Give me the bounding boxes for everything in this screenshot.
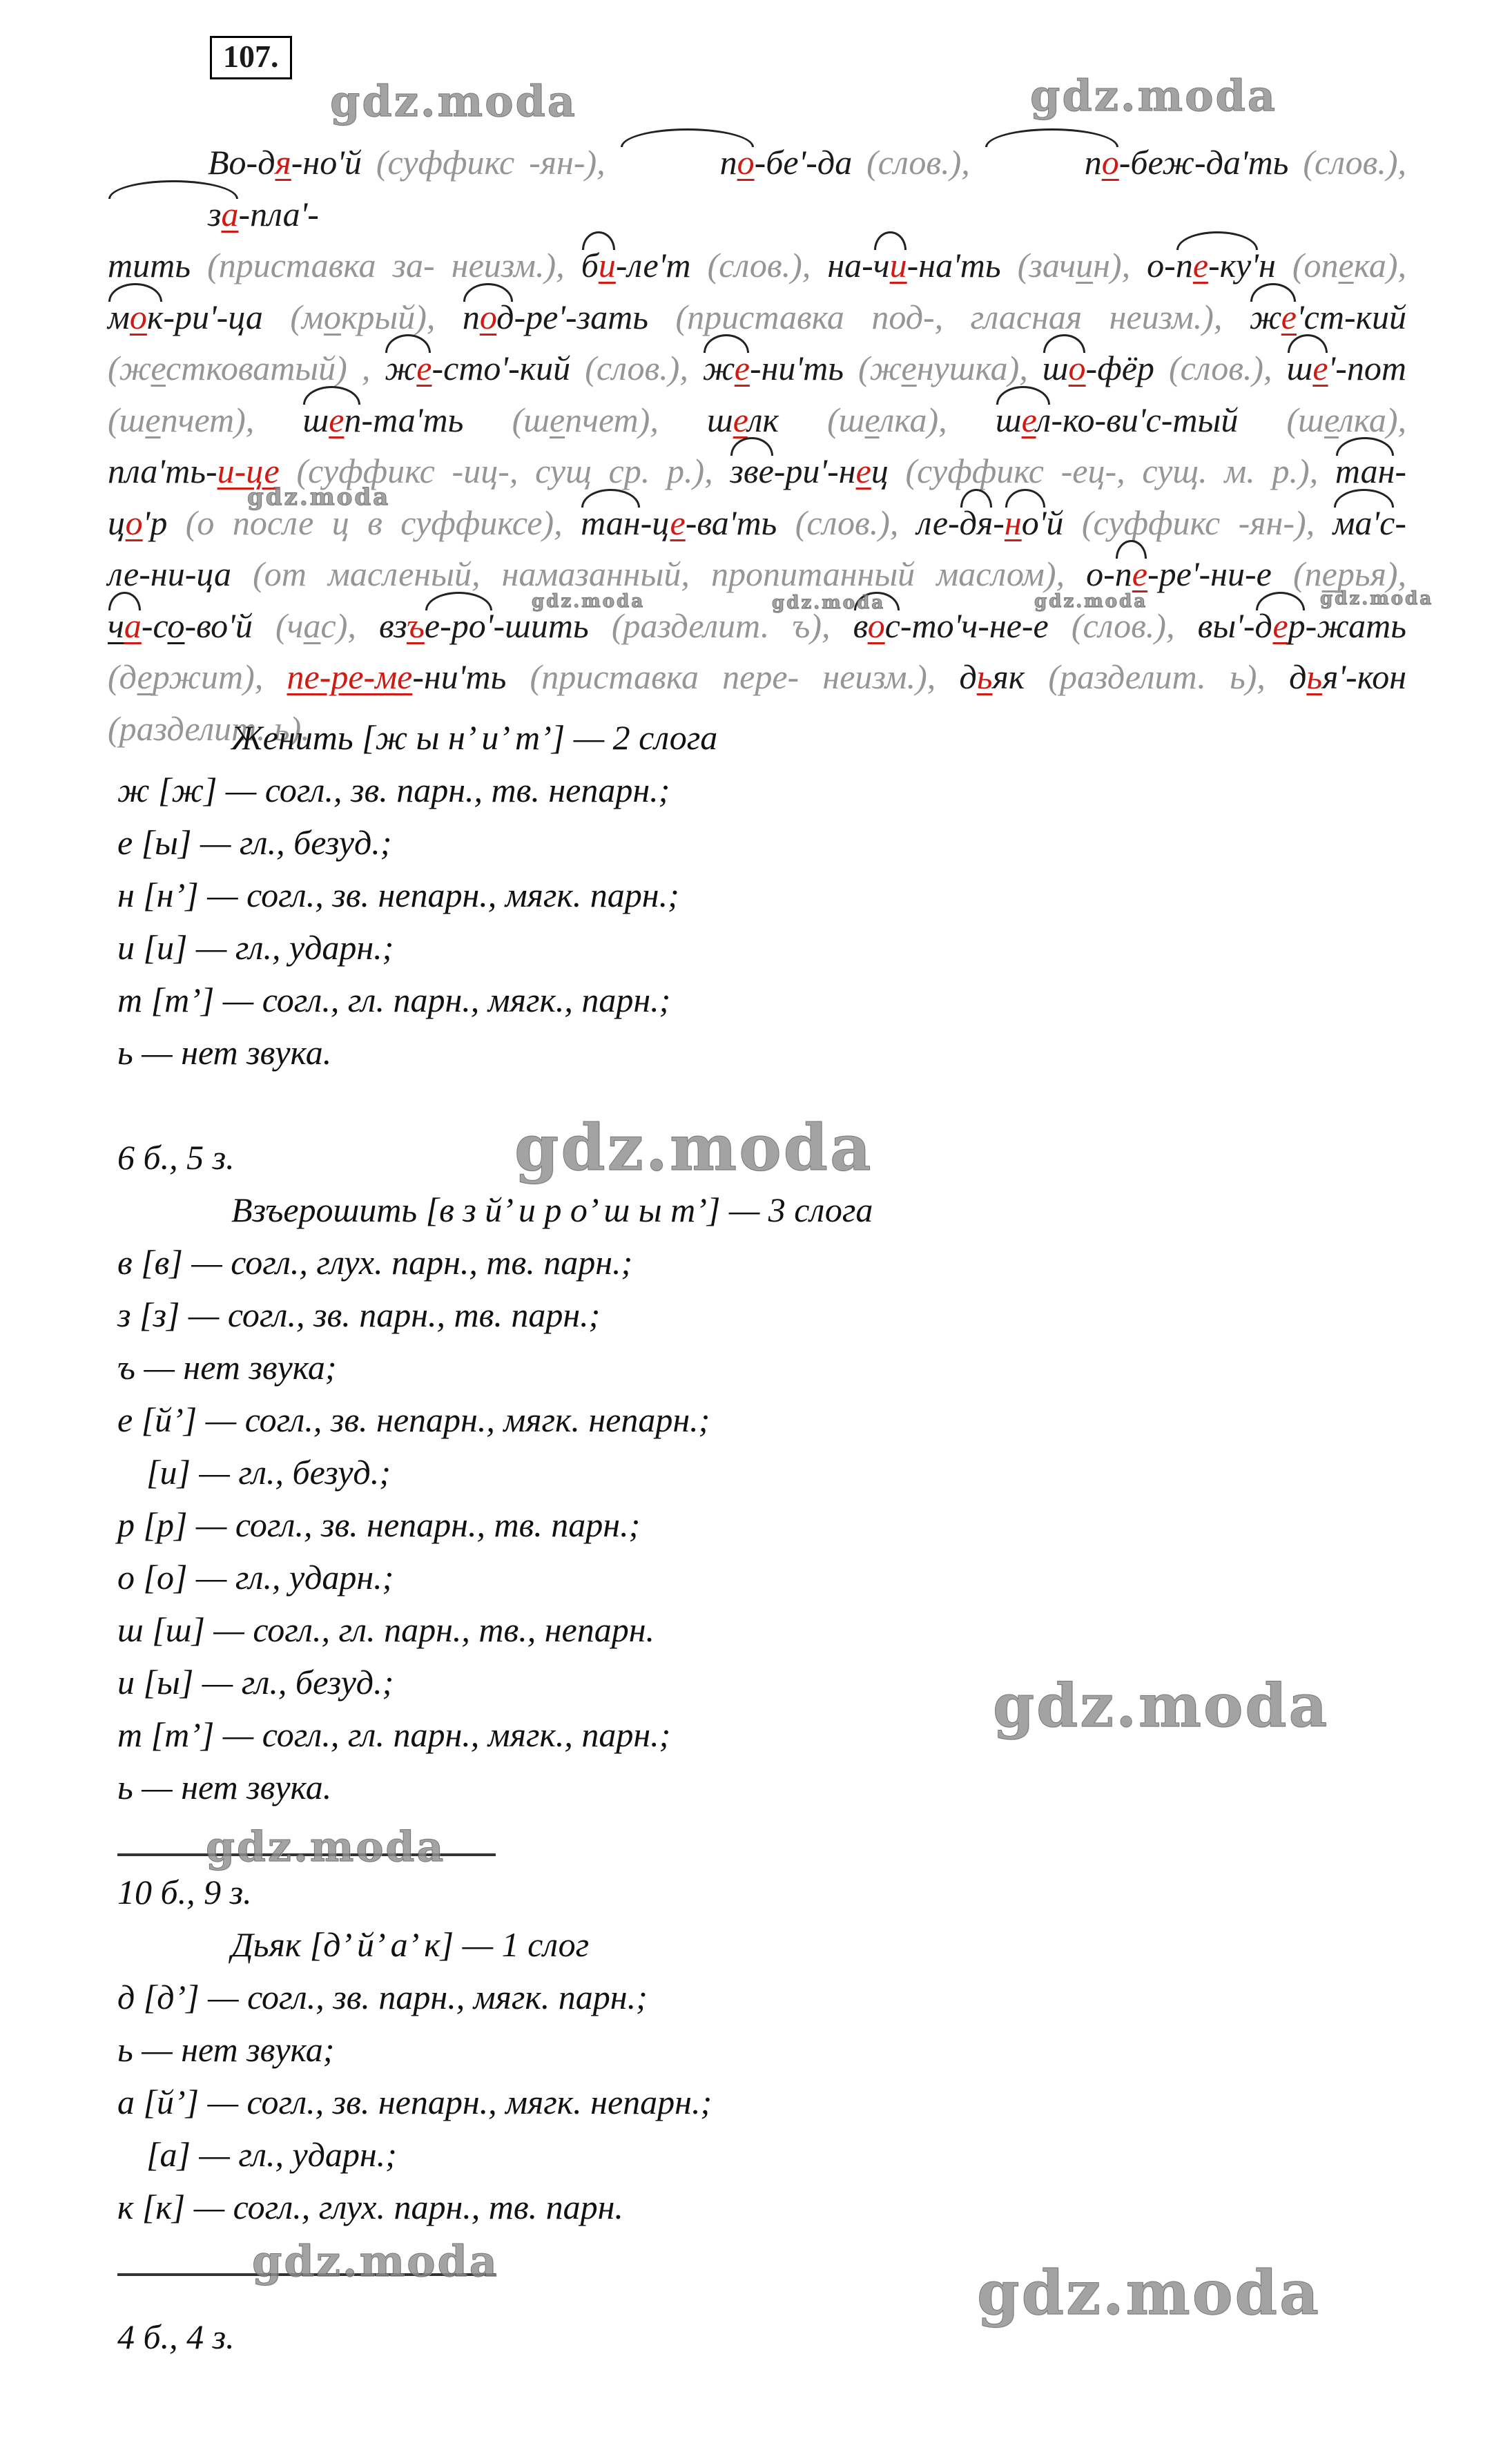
morpheme-arc-group	[108, 189, 239, 240]
watermark: gdz.moda	[1034, 591, 1148, 612]
text-token: -во'й	[184, 606, 276, 645]
text-token: ч	[873, 246, 890, 285]
text-token: п	[1175, 246, 1193, 285]
text-token: е	[1272, 606, 1288, 645]
phonetic-line: р [р] — согл., зв. непарн., тв. парн.;	[117, 1505, 641, 1544]
text-token: (слов.),	[707, 246, 828, 285]
text-token: а	[303, 606, 321, 645]
text-token: в	[853, 606, 868, 645]
text-token: е	[670, 503, 686, 542]
text-token: (суффикс -иц-, сущ ср. р.),	[296, 452, 730, 490]
morpheme-arc-group	[985, 137, 1119, 189]
text-token: (разделит. ъ),	[611, 606, 853, 645]
text-token: -фёр	[1085, 349, 1169, 387]
text-token: -ку'	[1208, 246, 1259, 285]
text-token: о	[125, 503, 143, 542]
text-token: з	[208, 194, 222, 233]
text-token: (п	[1292, 555, 1322, 593]
text-token: ш	[302, 400, 329, 439]
text-token: ш	[1042, 349, 1069, 387]
text-token: 'ст-кий	[1296, 297, 1406, 336]
paragraph-line	[108, 343, 1406, 394]
text-token: ж	[1249, 297, 1281, 336]
text-token: п	[1084, 143, 1102, 182]
text-token: д	[496, 297, 514, 336]
text-token: е	[1132, 555, 1147, 593]
morpheme-arc-group	[581, 240, 616, 291]
morpheme-arc-group	[463, 291, 514, 343]
text-token: е	[1021, 400, 1036, 439]
text-token: тан	[581, 503, 641, 542]
text-token: вз	[379, 606, 407, 645]
text-token: -та'ть	[361, 400, 512, 439]
text-token: п	[1114, 555, 1132, 593]
text-token: нушка),	[916, 349, 1043, 387]
text-token: -жать	[1305, 606, 1407, 645]
text-token: е	[137, 657, 153, 696]
text-token: лк	[747, 400, 828, 439]
text-token: -	[993, 503, 1005, 542]
text-token: ж	[702, 349, 735, 387]
text-token: -ре'-зать	[514, 297, 676, 336]
text-token: вы'-	[1197, 606, 1255, 645]
text-token: я	[275, 143, 291, 182]
text-token: е	[151, 349, 166, 387]
text-token: ч	[108, 606, 124, 645]
text-token: (ш	[512, 400, 550, 439]
text-token: ш	[995, 400, 1022, 439]
text-token: (приставка пере- неизм.),	[530, 657, 960, 696]
word-analysis-paragraph	[108, 137, 1406, 754]
text-token: -ле'т	[615, 246, 708, 285]
text-token: тить	[108, 246, 208, 285]
text-token: -шить	[493, 606, 612, 645]
text-token: ц	[108, 503, 126, 542]
text-token: -ри'-н	[773, 452, 856, 490]
text-token: тан	[1335, 452, 1395, 490]
text-token: п	[344, 400, 362, 439]
text-token: д	[1254, 606, 1273, 645]
exercise-number: 107.	[210, 36, 292, 79]
text-token: ш	[707, 400, 733, 439]
text-token: (приставка под-, гласная неизм.),	[675, 297, 1250, 336]
text-token: (ж	[108, 349, 151, 387]
text-token: пе-ре-ме	[287, 657, 413, 696]
text-token: ш	[1286, 349, 1313, 387]
text-token: н	[1258, 246, 1292, 285]
morpheme-arc-group	[703, 343, 750, 394]
phonetic-line: з [з] — согл., зв. парн., тв. парн.;	[117, 1295, 601, 1334]
morpheme-arc-group	[108, 600, 142, 652]
text-token: ле-ни-ца	[108, 555, 253, 593]
watermark: gdz.moda	[772, 592, 886, 613]
text-token: о	[867, 606, 885, 645]
phonetic-line: [а] — гл., ударн.;	[146, 2135, 397, 2174]
text-token: н	[1004, 503, 1022, 542]
watermark: gdz.moda	[1320, 588, 1434, 609]
text-token: (слов.),	[1168, 349, 1287, 387]
text-token: о-	[1147, 246, 1176, 285]
text-token: и-це	[217, 452, 280, 490]
text-token: о	[737, 143, 755, 182]
phonetic-line: ъ — нет звука;	[117, 1348, 337, 1387]
text-token: о	[479, 297, 497, 336]
text-token: р	[1288, 606, 1306, 645]
text-token: дя	[959, 503, 994, 542]
text-token: -ни'ть	[412, 657, 530, 696]
text-token: як	[992, 657, 1049, 696]
phonetic-line: [и] — гл., безуд.;	[146, 1453, 391, 1492]
text-token: (ш	[827, 400, 865, 439]
text-token: и	[889, 246, 907, 285]
watermark: gdz.moda	[532, 591, 646, 612]
text-token: а	[221, 194, 239, 233]
text-token: -беж-да'ть	[1118, 143, 1303, 182]
text-token: о	[129, 297, 147, 336]
text-token: е	[1312, 349, 1328, 387]
text-token: пчет),	[160, 400, 303, 439]
text-token: (слов.),	[795, 503, 917, 542]
text-token: зве	[730, 452, 774, 490]
phonetic-analysis	[117, 711, 1429, 2363]
watermark: gdz.moda	[247, 483, 391, 511]
phonetic-line: о [о] — гл., ударн.;	[117, 1558, 394, 1597]
text-token: (слов.),	[1071, 606, 1198, 645]
text-token: (суффикс -ян-),	[376, 143, 620, 182]
text-token: -но'й	[291, 143, 376, 182]
text-token: (слов.),	[866, 143, 985, 182]
watermark: gdz.moda	[977, 2257, 1321, 2328]
text-token: -с	[141, 606, 168, 645]
text-token: -	[1395, 503, 1407, 542]
text-token: й	[1046, 503, 1082, 542]
text-token: -ни'ть	[749, 349, 858, 387]
text-token: -	[1395, 452, 1407, 490]
text-token: е	[734, 349, 750, 387]
text-token: ка),	[1353, 246, 1406, 285]
text-token: е	[864, 400, 880, 439]
paragraph-line	[108, 548, 1406, 600]
text-token: (ч	[275, 606, 304, 645]
watermark: gdz.moda	[514, 1110, 873, 1185]
text-token: (оп	[1292, 246, 1339, 285]
text-token: (д	[108, 657, 137, 696]
text-token: е	[733, 400, 748, 439]
text-token: е	[1281, 297, 1297, 336]
text-token: а	[124, 606, 142, 645]
text-token: (ш	[108, 400, 146, 439]
text-token: о	[1068, 349, 1086, 387]
letters-sounds-count: 4 б., 4 з.	[117, 2317, 235, 2356]
text-token: и	[598, 246, 616, 285]
morpheme-arc-group	[1333, 497, 1395, 549]
text-token: м	[108, 297, 130, 336]
morpheme-arc-group	[1043, 343, 1086, 394]
text-token: е	[1321, 555, 1337, 593]
phonetic-line: е [ы] — гл., безуд.;	[117, 823, 392, 862]
text-token: е	[549, 400, 565, 439]
phonetic-line: к [к] — согл., глух. парн., тв. парн.	[117, 2188, 623, 2226]
morpheme-arc-group	[1250, 291, 1297, 343]
phonetic-line: т [т’] — согл., гл. парн., мягк., парн.;	[117, 1715, 671, 1754]
text-token: к	[146, 297, 164, 336]
text-token: лка),	[879, 400, 996, 439]
text-token: -ц	[640, 503, 670, 542]
paragraph-line	[108, 240, 1406, 291]
watermark: gdz.moda	[252, 2236, 499, 2286]
text-token: е	[901, 349, 917, 387]
text-token: (слов.),	[1303, 143, 1406, 182]
text-token: -пла'-	[238, 194, 319, 233]
text-token: е	[855, 452, 871, 490]
text-token: с	[884, 606, 900, 645]
phonetic-line: ш [ш] — согл., гл. парн., тв., непарн.	[117, 1610, 655, 1649]
text-token: е	[416, 349, 432, 387]
text-token: стковатый) ,	[166, 349, 385, 387]
text-token: (м	[290, 297, 324, 336]
morpheme-arc-group	[581, 497, 641, 549]
morpheme-arc-group	[873, 240, 907, 291]
text-token: н),	[1093, 246, 1147, 285]
text-token: е	[1324, 400, 1339, 439]
letters-sounds-count: 6 б., 5 з.	[117, 1138, 235, 1177]
text-token: (о после ц в суффиксе),	[185, 503, 581, 542]
text-token: ь	[1306, 657, 1323, 696]
morpheme-arc-group	[1176, 240, 1259, 291]
text-token: 'р	[142, 503, 186, 542]
morpheme-arc-group	[1005, 497, 1047, 549]
watermark: gdz.moda	[993, 1671, 1330, 1741]
phonetic-line: ж [ж] — согл., зв. парн., тв. непарн.;	[117, 771, 670, 809]
text-token: п	[462, 297, 480, 336]
text-token: п	[719, 143, 737, 182]
morpheme-arc-group	[620, 137, 755, 189]
morpheme-arc-group	[385, 343, 432, 394]
morpheme-arc-group	[730, 445, 773, 497]
text-token: (от масленый, намазанный, пропитанный маслом),	[253, 555, 1087, 593]
text-token: д	[959, 657, 977, 696]
phonetic-line: ь — нет звука.	[117, 1033, 332, 1072]
text-token: (суффикс -ец-, сущ. м. р.),	[905, 452, 1335, 490]
text-token: ъ	[406, 606, 425, 645]
phonetic-line: е [й’] — согл., зв. непарн., мягк. непарн.;	[117, 1400, 710, 1439]
text-token: -сто'-кий	[432, 349, 585, 387]
text-token: (приставка за- неизм.),	[207, 246, 581, 285]
phonetic-word-heading: Женить [ж ы н’ и’ т’] — 2 слога	[231, 718, 718, 757]
morpheme-arc-group	[996, 394, 1051, 446]
text-token: е-ро'	[424, 606, 494, 645]
phonetic-line: ь — нет звука;	[117, 2030, 335, 2069]
phonetic-word-heading: Взъерошить [в з й’ и р о’ ш ы т’] — 3 слога	[231, 1190, 873, 1229]
text-token: ма'с	[1332, 503, 1395, 542]
text-token: -то'ч-не-е	[900, 606, 1072, 645]
text-token: ле-	[916, 503, 960, 542]
text-token: пчет),	[565, 400, 708, 439]
text-token: (ж	[858, 349, 902, 387]
phonetic-word-heading: Дьяк [д’ й’ а’ к] — 1 слог	[231, 1925, 590, 1964]
text-token: -ко-ви'с-тый	[1051, 400, 1287, 439]
text-token: л	[1036, 400, 1051, 439]
text-token: я'-кон	[1322, 657, 1406, 696]
text-token: -ри'-ца	[163, 297, 291, 336]
text-token: с),	[320, 606, 380, 645]
text-token: -ва'ть	[685, 503, 795, 542]
text-token: ц	[871, 452, 906, 490]
text-token: е	[1192, 246, 1209, 285]
letters-sounds-count: 10 б., 9 з.	[117, 1873, 252, 1911]
text-token: '-пот	[1328, 349, 1406, 387]
watermark: gdz.moda	[330, 76, 577, 126]
phonetic-line: а [й’] — согл., зв. непарн., мягк. непарн.;	[117, 2083, 713, 2121]
text-token: о'	[1021, 503, 1047, 542]
text-token: ржит),	[152, 657, 287, 696]
text-token: ж	[385, 349, 417, 387]
morpheme-arc-group	[960, 497, 994, 549]
text-token: (ш	[1286, 400, 1324, 439]
phonetic-line: и [и] — гл., ударн.;	[117, 928, 394, 967]
text-token: о	[167, 606, 185, 645]
phonetic-line: в [в] — согл., глух. парн., тв. парн.;	[117, 1243, 633, 1282]
text-token: (зач	[1017, 246, 1076, 285]
paragraph-line	[108, 137, 1406, 240]
text-token: лка),	[1338, 400, 1406, 439]
paragraph-line	[108, 600, 1406, 652]
watermark: gdz.moda	[206, 1823, 446, 1871]
paragraph-line	[108, 651, 1406, 703]
text-token: е	[329, 400, 345, 439]
text-token: о	[323, 297, 341, 336]
text-token: д	[1289, 657, 1307, 696]
text-token: (разделит. ь),	[1048, 657, 1290, 696]
text-token: (слов.),	[585, 349, 703, 387]
phonetic-line: д [д’] — согл., зв. парн., мягк. парн.;	[117, 1978, 648, 2016]
text-token: -на'ть	[907, 246, 1018, 285]
text-token: пла'ть-	[108, 452, 217, 490]
text-token: о-	[1086, 555, 1115, 593]
phonetic-line: т [т’] — согл., гл. парн., мягк., парн.;	[117, 981, 671, 1019]
text-token: е	[1338, 246, 1354, 285]
text-token: крый),	[340, 297, 463, 336]
phonetic-line: и [ы] — гл., безуд.;	[117, 1663, 394, 1701]
text-token: (разделит. ь).	[108, 708, 310, 748]
morpheme-arc-group	[1287, 343, 1328, 394]
morpheme-arc-group	[108, 291, 163, 343]
text-token: -ре'-ни-е	[1147, 555, 1293, 593]
text-token: Во-д	[208, 143, 275, 182]
phonetic-line: н [н’] — согл., зв. непарн., мягк. парн.;	[117, 876, 679, 914]
paragraph-line	[108, 291, 1406, 343]
morpheme-arc-group	[302, 394, 361, 446]
text-token: б	[581, 246, 599, 285]
morpheme-arc-group	[1255, 600, 1306, 652]
morpheme-arc-group	[425, 600, 494, 652]
text-token: на-	[827, 246, 873, 285]
text-token: (суффикс -ян-),	[1081, 503, 1333, 542]
text-token: ь	[976, 657, 993, 696]
text-token: е	[145, 400, 161, 439]
watermark: gdz.moda	[1030, 70, 1277, 121]
text-token: -бе'-да	[754, 143, 867, 182]
text-token: рья),	[1337, 555, 1406, 593]
phonetic-line: ь — нет звука.	[117, 1768, 332, 1806]
text-token: о	[1101, 143, 1119, 182]
text-token: и	[1076, 246, 1094, 285]
